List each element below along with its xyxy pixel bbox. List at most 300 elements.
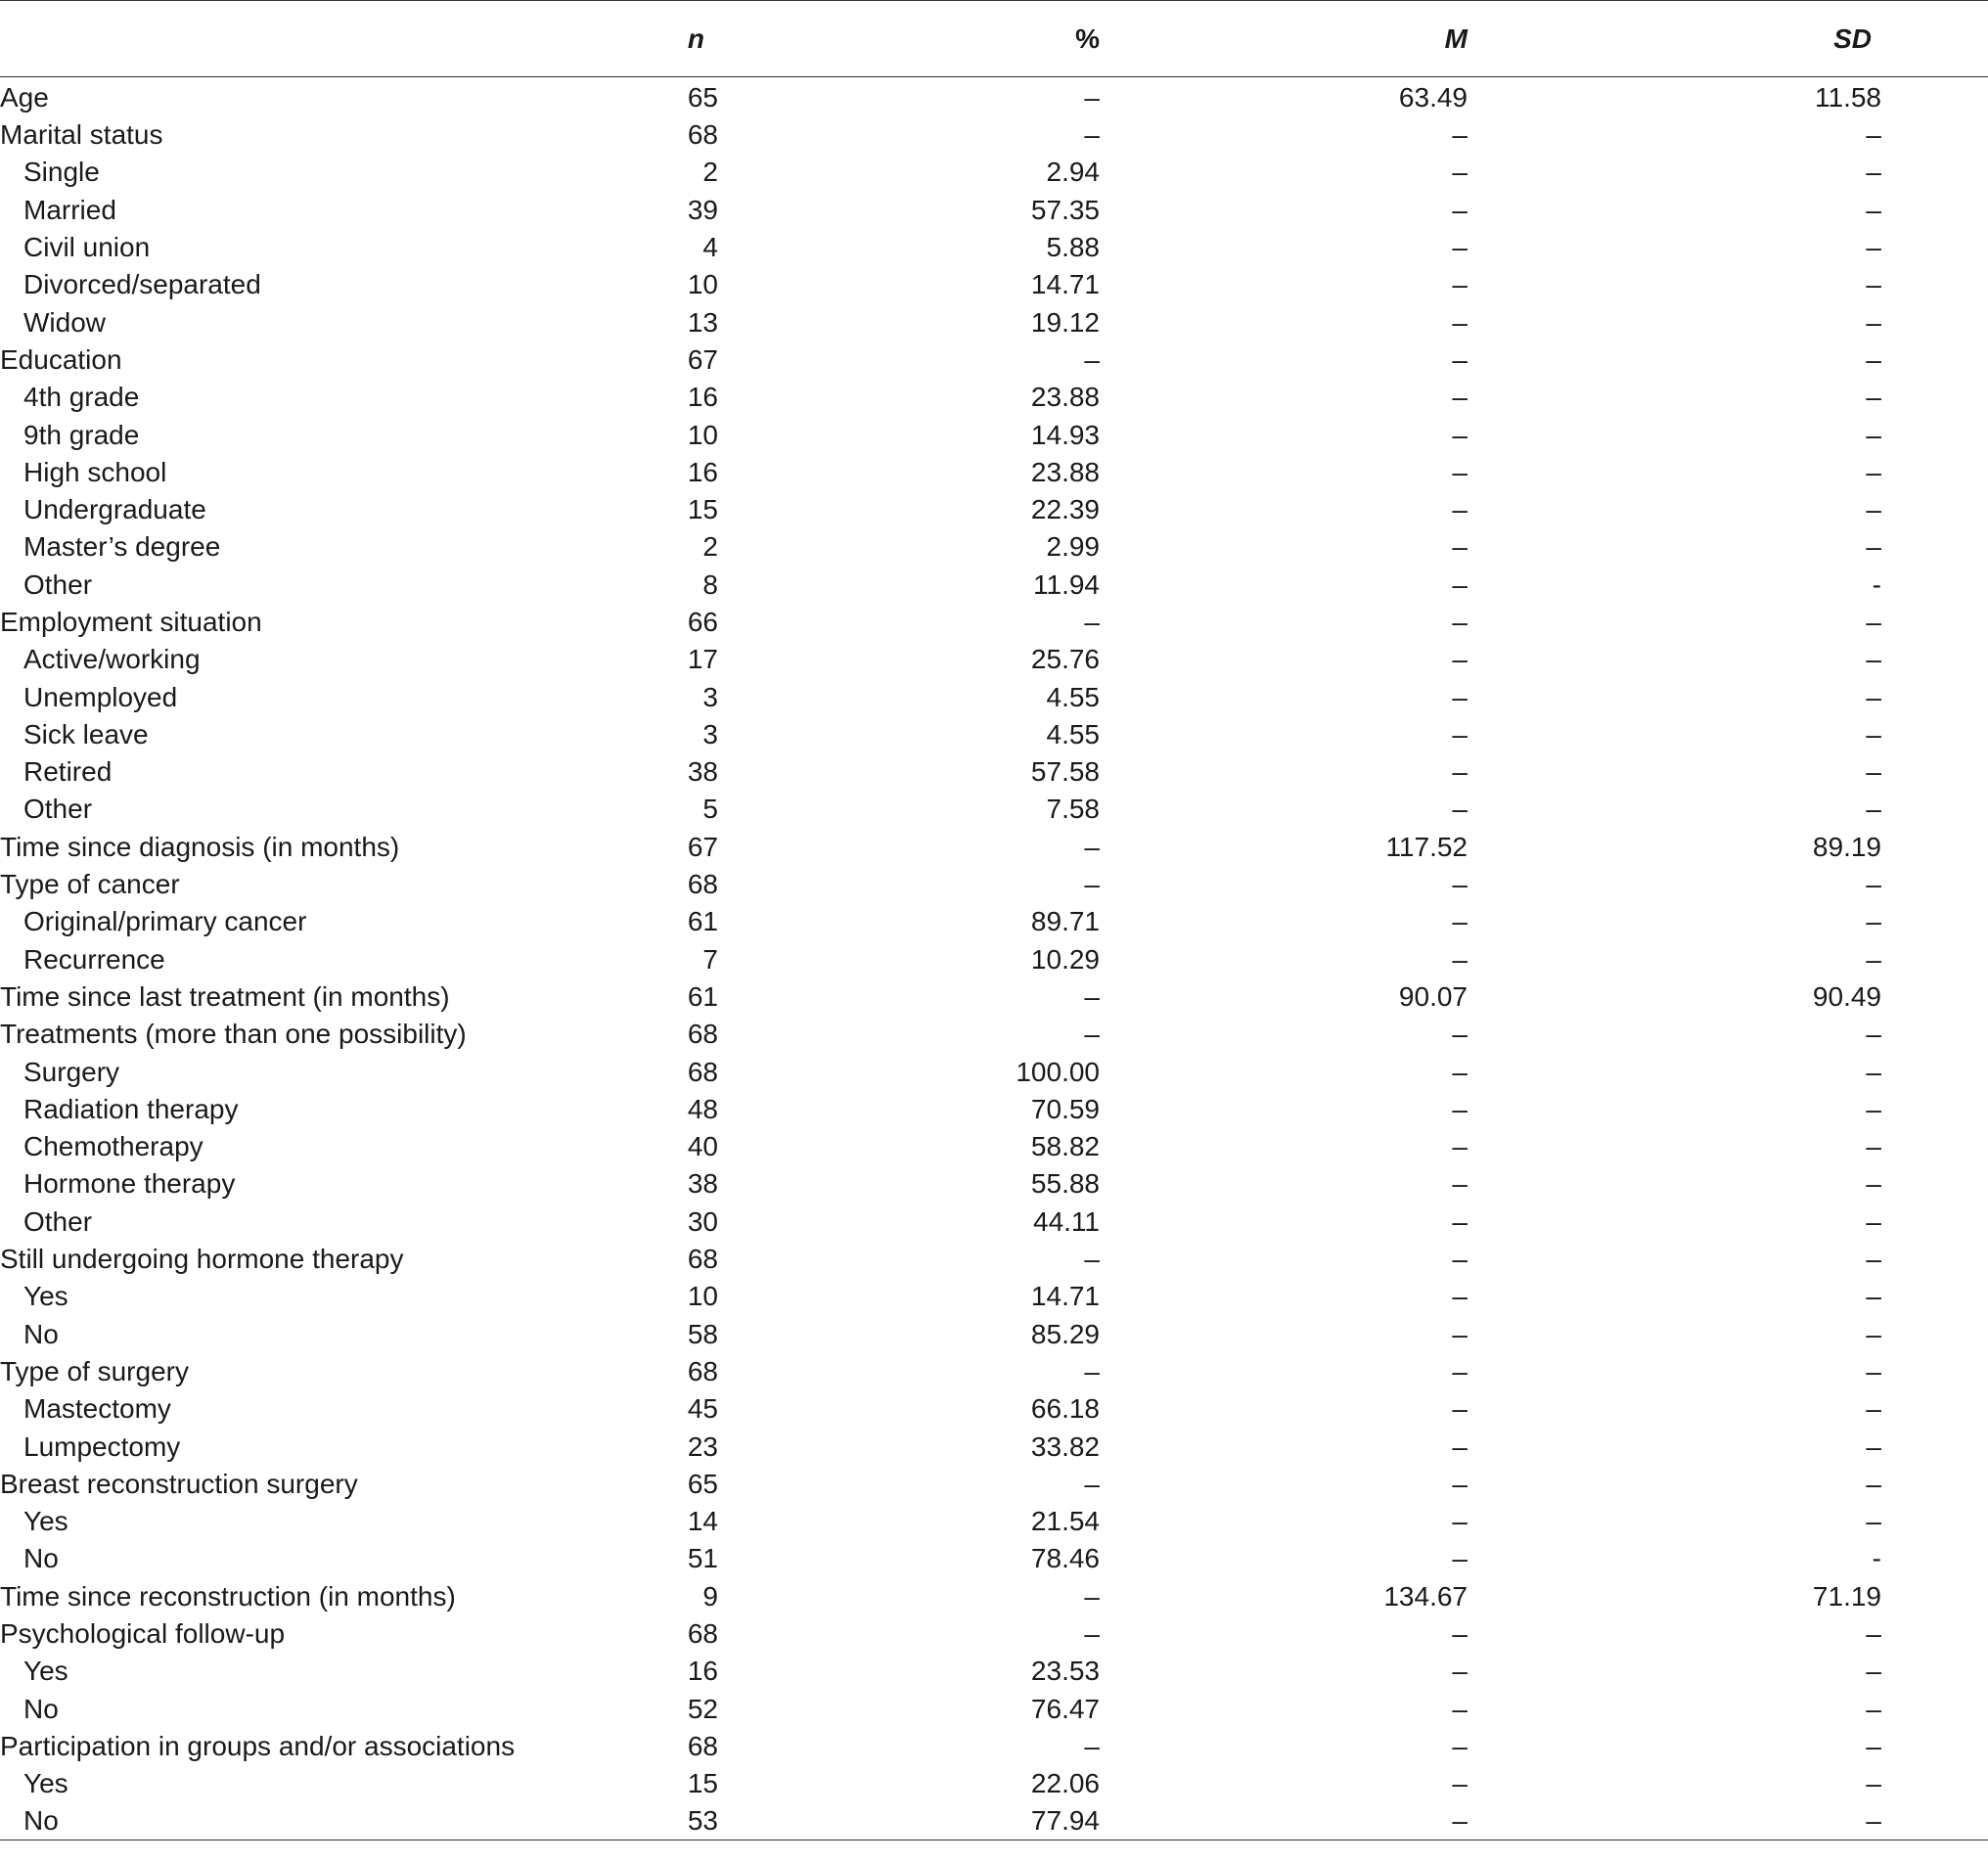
cell-mean xyxy=(1100,903,1468,940)
cell-sd xyxy=(1468,192,1988,229)
cell-n: 68 xyxy=(687,1730,718,1761)
table-row xyxy=(0,678,1988,715)
cell-n: 2 xyxy=(702,157,718,188)
table-row xyxy=(0,454,1988,491)
cell-mean-value: – xyxy=(1452,1730,1468,1761)
cell-n: 15 xyxy=(687,1768,718,1799)
cell-percent-value: – xyxy=(1084,607,1100,637)
cell-sd-value: – xyxy=(1866,869,1881,900)
cell-percent-value: 89.71 xyxy=(1030,906,1100,937)
table-row xyxy=(0,567,1988,604)
cell-percent-value: 57.58 xyxy=(1030,756,1100,788)
cell-percent xyxy=(718,1540,1100,1577)
cell-percent xyxy=(718,1728,1100,1765)
cell-mean xyxy=(1100,1053,1468,1090)
cell-mean xyxy=(1100,1728,1468,1765)
cell-sd-value: - xyxy=(1872,1543,1881,1574)
cell-sd-value: – xyxy=(1866,1656,1881,1687)
cell-mean xyxy=(1100,491,1468,528)
cell-percent xyxy=(718,1241,1100,1278)
cell-percent xyxy=(718,1278,1100,1315)
cell-n: 68 xyxy=(687,1244,718,1275)
cell-percent-value: 25.76 xyxy=(1030,644,1100,675)
cell-percent-value: 55.88 xyxy=(1030,1168,1100,1200)
cell-mean xyxy=(1100,1165,1468,1203)
cell-sd xyxy=(1468,379,1988,416)
cell-mean xyxy=(1100,1653,1468,1690)
cell-mean-value: – xyxy=(1452,1205,1468,1237)
table-row xyxy=(0,1653,1988,1690)
header-percent xyxy=(718,1,1100,77)
cell-percent xyxy=(718,229,1100,266)
cell-sd-value: – xyxy=(1866,1618,1881,1650)
cell-mean xyxy=(1100,266,1468,303)
cell-percent xyxy=(718,1053,1100,1090)
table-row xyxy=(0,491,1988,528)
cell-sd-value: – xyxy=(1866,1355,1881,1386)
cell-sd xyxy=(1468,1016,1988,1053)
cell-mean xyxy=(1100,678,1468,715)
cell-sd xyxy=(1468,1390,1988,1428)
cell-percent-value: – xyxy=(1084,1468,1100,1499)
cell-n: 68 xyxy=(687,1618,718,1650)
cell-percent xyxy=(718,1203,1100,1241)
cell-mean-value: 134.67 xyxy=(1383,1580,1468,1612)
cell-n: 15 xyxy=(687,494,718,525)
table-row xyxy=(0,941,1988,978)
cell-percent xyxy=(718,116,1100,154)
cell-percent-value: – xyxy=(1084,1244,1100,1275)
cell-percent xyxy=(718,1802,1100,1840)
cell-n: 67 xyxy=(687,343,718,375)
cell-percent-value: 7.58 xyxy=(1046,794,1100,825)
cell-percent xyxy=(718,829,1100,866)
row-sublabel: Single xyxy=(23,157,100,188)
cell-sd xyxy=(1468,567,1988,604)
cell-percent xyxy=(718,1316,1100,1353)
cell-sd xyxy=(1468,1353,1988,1390)
cell-sd-value: – xyxy=(1866,343,1881,375)
table-row xyxy=(0,1053,1988,1090)
cell-mean-value: – xyxy=(1452,906,1468,937)
cell-mean xyxy=(1100,1765,1468,1802)
cell-percent xyxy=(718,567,1100,604)
cell-n: 61 xyxy=(687,980,718,1012)
cell-percent-value: 5.88 xyxy=(1046,232,1100,263)
table-row xyxy=(0,1765,1988,1802)
cell-percent-value: – xyxy=(1084,1730,1100,1761)
table-row xyxy=(0,1091,1988,1128)
cell-sd xyxy=(1468,303,1988,341)
cell-percent xyxy=(718,903,1100,940)
row-sublabel: Retired xyxy=(23,756,113,788)
cell-mean-value: – xyxy=(1452,1093,1468,1124)
cell-sd-value: – xyxy=(1866,1131,1881,1162)
cell-percent-value: – xyxy=(1084,119,1100,151)
cell-sd-value: – xyxy=(1866,1693,1881,1724)
cell-mean xyxy=(1100,379,1468,416)
cell-percent xyxy=(718,941,1100,978)
table-row xyxy=(0,978,1988,1016)
cell-mean xyxy=(1100,791,1468,828)
header-percent-text: % xyxy=(1075,23,1100,54)
cell-sd-value: – xyxy=(1866,1093,1881,1124)
cell-percent-value: 4.55 xyxy=(1046,718,1100,749)
cell-percent-value: – xyxy=(1084,831,1100,862)
cell-sd-value: – xyxy=(1866,906,1881,937)
cell-n: 68 xyxy=(687,1355,718,1386)
cell-n: 10 xyxy=(687,1281,718,1312)
cell-percent xyxy=(718,341,1100,379)
cell-percent-value: – xyxy=(1084,1355,1100,1386)
cell-percent xyxy=(718,1765,1100,1802)
cell-percent-value: – xyxy=(1084,343,1100,375)
cell-sd xyxy=(1468,454,1988,491)
cell-mean xyxy=(1100,604,1468,641)
cell-sd-value: – xyxy=(1866,681,1881,712)
row-label: Employment situation xyxy=(0,607,262,637)
cell-sd xyxy=(1468,416,1988,453)
cell-percent-value: 22.06 xyxy=(1030,1768,1100,1799)
cell-percent xyxy=(718,154,1100,191)
cell-percent xyxy=(718,791,1100,828)
cell-mean-value: – xyxy=(1452,1056,1468,1087)
cell-sd xyxy=(1468,116,1988,154)
cell-sd-value: 90.49 xyxy=(1812,980,1881,1012)
cell-percent-value: 76.47 xyxy=(1030,1693,1100,1724)
table-row xyxy=(0,1390,1988,1428)
cell-mean xyxy=(1100,528,1468,566)
cell-sd-value: 71.19 xyxy=(1812,1580,1881,1612)
cell-mean xyxy=(1100,567,1468,604)
cell-mean xyxy=(1100,829,1468,866)
cell-mean xyxy=(1100,454,1468,491)
cell-percent-value: 78.46 xyxy=(1030,1543,1100,1574)
cell-percent-value: 44.11 xyxy=(1033,1205,1100,1237)
cell-percent-value: – xyxy=(1084,82,1100,113)
cell-mean-value: – xyxy=(1452,306,1468,338)
cell-sd-value: – xyxy=(1866,419,1881,450)
row-label: Age xyxy=(0,82,49,113)
cell-mean xyxy=(1100,77,1468,117)
row-sublabel: Hormone therapy xyxy=(23,1168,236,1200)
cell-sd-value: – xyxy=(1866,1393,1881,1425)
cell-sd-value: – xyxy=(1866,1768,1881,1799)
cell-n: 48 xyxy=(687,1093,718,1124)
cell-sd xyxy=(1468,791,1988,828)
header-mean-text: M xyxy=(1444,23,1468,54)
cell-mean xyxy=(1100,1503,1468,1540)
row-sublabel: No xyxy=(23,1543,59,1574)
cell-sd-value: – xyxy=(1866,1506,1881,1537)
row-label: Time since diagnosis (in months) xyxy=(0,831,400,862)
row-sublabel: Original/primary cancer xyxy=(23,906,307,937)
cell-sd xyxy=(1468,1765,1988,1802)
cell-mean xyxy=(1100,1390,1468,1428)
cell-mean xyxy=(1100,1578,1468,1615)
row-sublabel: Other xyxy=(23,568,93,600)
table-row xyxy=(0,1428,1988,1465)
cell-sd-value: – xyxy=(1866,718,1881,749)
cell-mean xyxy=(1100,1128,1468,1165)
cell-mean-value: – xyxy=(1452,794,1468,825)
cell-sd xyxy=(1468,641,1988,678)
cell-mean-value: – xyxy=(1452,1468,1468,1499)
table-row xyxy=(0,1016,1988,1053)
cell-mean xyxy=(1100,1540,1468,1577)
cell-mean xyxy=(1100,341,1468,379)
cell-sd xyxy=(1468,1728,1988,1765)
table-row xyxy=(0,866,1988,903)
table-row xyxy=(0,1241,1988,1278)
row-sublabel: Lumpectomy xyxy=(23,1431,181,1462)
cell-percent xyxy=(718,303,1100,341)
cell-percent xyxy=(718,978,1100,1016)
cell-percent-value: – xyxy=(1084,980,1100,1012)
cell-percent xyxy=(718,491,1100,528)
cell-n: 51 xyxy=(687,1543,718,1574)
cell-n: 2 xyxy=(702,531,718,563)
row-sublabel: Civil union xyxy=(23,232,151,263)
row-sublabel: Mastectomy xyxy=(23,1393,171,1425)
cell-percent xyxy=(718,528,1100,566)
cell-mean xyxy=(1100,1091,1468,1128)
cell-mean-value: – xyxy=(1452,1355,1468,1386)
cell-mean-value: – xyxy=(1452,269,1468,300)
cell-percent-value: 22.39 xyxy=(1030,494,1100,525)
header-label xyxy=(0,1,587,77)
row-sublabel: Yes xyxy=(23,1656,68,1687)
table-row xyxy=(0,604,1988,641)
row-label: Still undergoing hormone therapy xyxy=(0,1244,404,1275)
cell-mean xyxy=(1100,978,1468,1016)
cell-sd-value: – xyxy=(1866,531,1881,563)
cell-sd xyxy=(1468,1316,1988,1353)
cell-n: 38 xyxy=(687,1168,718,1200)
cell-mean-value: – xyxy=(1452,1281,1468,1312)
cell-n: 40 xyxy=(687,1131,718,1162)
row-sublabel: Radiation therapy xyxy=(23,1093,239,1124)
cell-mean-value: – xyxy=(1452,1506,1468,1537)
cell-sd-value: 11.58 xyxy=(1815,82,1881,113)
table-row xyxy=(0,1690,1988,1727)
cell-sd xyxy=(1468,528,1988,566)
cell-mean-value: – xyxy=(1452,1543,1468,1574)
cell-sd-value: – xyxy=(1866,194,1881,225)
cell-mean-value: – xyxy=(1452,419,1468,450)
cell-percent xyxy=(718,753,1100,791)
cell-sd-value: – xyxy=(1866,644,1881,675)
cell-mean-value: – xyxy=(1452,1805,1468,1837)
cell-sd-value: – xyxy=(1866,1281,1881,1312)
cell-percent-value: 23.88 xyxy=(1030,382,1100,413)
cell-mean-value: – xyxy=(1452,718,1468,749)
table-row xyxy=(0,154,1988,191)
cell-mean-value: – xyxy=(1452,232,1468,263)
cell-percent-value: 14.71 xyxy=(1030,269,1100,300)
table-row xyxy=(0,716,1988,753)
cell-percent xyxy=(718,1690,1100,1727)
table-header xyxy=(0,1,1988,77)
row-label: Time since reconstruction (in months) xyxy=(0,1580,456,1612)
table-row xyxy=(0,829,1988,866)
cell-sd-value: – xyxy=(1866,943,1881,975)
row-sublabel: Other xyxy=(23,794,93,825)
row-sublabel: Other xyxy=(23,1205,93,1237)
row-sublabel: No xyxy=(23,1318,59,1349)
cell-mean xyxy=(1100,303,1468,341)
row-label: Education xyxy=(0,343,122,375)
cell-percent-value: – xyxy=(1084,1580,1100,1612)
cell-n: 16 xyxy=(687,1656,718,1687)
header-row xyxy=(0,1,1988,77)
cell-percent-value: 58.82 xyxy=(1030,1131,1100,1162)
cell-sd xyxy=(1468,1165,1988,1203)
cell-sd xyxy=(1468,903,1988,940)
cell-sd xyxy=(1468,1091,1988,1128)
cell-mean xyxy=(1100,1316,1468,1353)
cell-sd xyxy=(1468,753,1988,791)
cell-sd xyxy=(1468,1653,1988,1690)
cell-percent xyxy=(718,266,1100,303)
cell-sd-value: – xyxy=(1866,119,1881,151)
table-row xyxy=(0,1316,1988,1353)
cell-n: 16 xyxy=(687,382,718,413)
cell-n: 38 xyxy=(687,756,718,788)
row-sublabel: No xyxy=(0,1802,587,1840)
cell-sd-value: – xyxy=(1866,269,1881,300)
row-sublabel: Unemployed xyxy=(23,681,178,712)
row-sublabel: Yes xyxy=(23,1281,68,1312)
row-sublabel: 9th grade xyxy=(23,419,140,450)
cell-n: 68 xyxy=(687,1056,718,1087)
cell-mean-value: – xyxy=(1452,943,1468,975)
table-row xyxy=(0,1165,1988,1203)
table-row xyxy=(0,1278,1988,1315)
header-n xyxy=(587,1,718,77)
cell-sd-value: – xyxy=(1866,1468,1881,1499)
cell-n: 58 xyxy=(687,1318,718,1349)
cell-mean xyxy=(1100,116,1468,154)
cell-mean xyxy=(1100,941,1468,978)
cell-mean-value: – xyxy=(1452,194,1468,225)
cell-mean-value: 117.52 xyxy=(1385,831,1468,862)
cell-percent-value: 23.88 xyxy=(1030,456,1100,487)
cell-mean-value: – xyxy=(1452,157,1468,188)
cell-sd xyxy=(1468,1241,1988,1278)
cell-sd xyxy=(1468,1466,1988,1503)
table-row xyxy=(0,1540,1988,1577)
table-row xyxy=(0,641,1988,678)
cell-mean-value: – xyxy=(1452,644,1468,675)
table-row xyxy=(0,303,1988,341)
cell-sd xyxy=(1468,1278,1988,1315)
cell-sd xyxy=(1468,229,1988,266)
cell-mean-value: – xyxy=(1452,1618,1468,1650)
row-sublabel: Recurrence xyxy=(23,943,165,975)
cell-mean-value: – xyxy=(1452,607,1468,637)
table-row xyxy=(0,1353,1988,1390)
table-row xyxy=(0,416,1988,453)
cell-n: 10 xyxy=(687,269,718,300)
cell-mean xyxy=(1100,1241,1468,1278)
cell-percent-value: 23.53 xyxy=(1030,1656,1100,1687)
cell-sd xyxy=(1468,1802,1988,1840)
cell-sd-value: – xyxy=(1866,1244,1881,1275)
cell-percent xyxy=(718,1128,1100,1165)
cell-n: 8 xyxy=(702,568,718,600)
cell-sd-value: - xyxy=(1872,568,1881,600)
cell-percent-value: 4.55 xyxy=(1046,681,1100,712)
row-sublabel: Yes xyxy=(23,1506,68,1537)
cell-percent-value: – xyxy=(1084,1019,1100,1050)
cell-sd xyxy=(1468,829,1988,866)
cell-n: 30 xyxy=(687,1205,718,1237)
cell-percent xyxy=(718,678,1100,715)
cell-percent xyxy=(718,1390,1100,1428)
cell-n: 7 xyxy=(702,943,718,975)
cell-percent xyxy=(718,1165,1100,1203)
table-row xyxy=(0,229,1988,266)
row-label: Participation in groups and/or associations xyxy=(0,1730,516,1761)
cell-n: 5 xyxy=(702,794,718,825)
cell-n: 45 xyxy=(687,1393,718,1425)
cell-sd-value: – xyxy=(1866,494,1881,525)
table-row xyxy=(0,379,1988,416)
header-sd xyxy=(1468,1,1988,77)
cell-n: 53 xyxy=(587,1802,718,1840)
cell-percent xyxy=(718,192,1100,229)
cell-n: 16 xyxy=(687,456,718,487)
cell-percent-value: 2.99 xyxy=(1046,531,1100,563)
table-row xyxy=(0,753,1988,791)
cell-n: 23 xyxy=(687,1431,718,1462)
cell-percent-value: 11.94 xyxy=(1033,568,1100,600)
cell-percent xyxy=(718,454,1100,491)
cell-mean xyxy=(1100,1802,1468,1840)
row-sublabel: No xyxy=(23,1693,59,1724)
cell-sd-value: – xyxy=(1866,756,1881,788)
table-row xyxy=(0,116,1988,154)
cell-sd xyxy=(1468,604,1988,641)
cell-mean-value: – xyxy=(1452,1131,1468,1162)
cell-percent-value: 57.35 xyxy=(1030,194,1100,225)
cell-n: 17 xyxy=(687,644,718,675)
cell-mean-value: – xyxy=(1452,1168,1468,1200)
row-sublabel: Active/working xyxy=(23,644,201,675)
cell-n: 61 xyxy=(687,906,718,937)
table-row xyxy=(0,341,1988,379)
cell-percent-value: 21.54 xyxy=(1030,1506,1100,1537)
cell-mean-value: – xyxy=(1452,456,1468,487)
cell-sd xyxy=(1468,941,1988,978)
cell-sd xyxy=(1468,77,1988,117)
cell-percent xyxy=(718,716,1100,753)
row-label: Time since last treatment (in months) xyxy=(0,980,450,1012)
cell-mean-value: – xyxy=(1452,531,1468,563)
cell-percent-value: 33.82 xyxy=(1030,1431,1100,1462)
cell-n: 68 xyxy=(687,1019,718,1050)
table-row xyxy=(0,266,1988,303)
cell-mean xyxy=(1100,192,1468,229)
cell-sd-value: – xyxy=(1866,1805,1881,1837)
cell-percent-value: 85.29 xyxy=(1030,1318,1100,1349)
cell-percent xyxy=(718,1016,1100,1053)
cell-sd xyxy=(1468,1428,1988,1465)
cell-sd-value: – xyxy=(1866,794,1881,825)
row-label: Type of cancer xyxy=(0,869,180,900)
cell-n: 66 xyxy=(687,607,718,637)
